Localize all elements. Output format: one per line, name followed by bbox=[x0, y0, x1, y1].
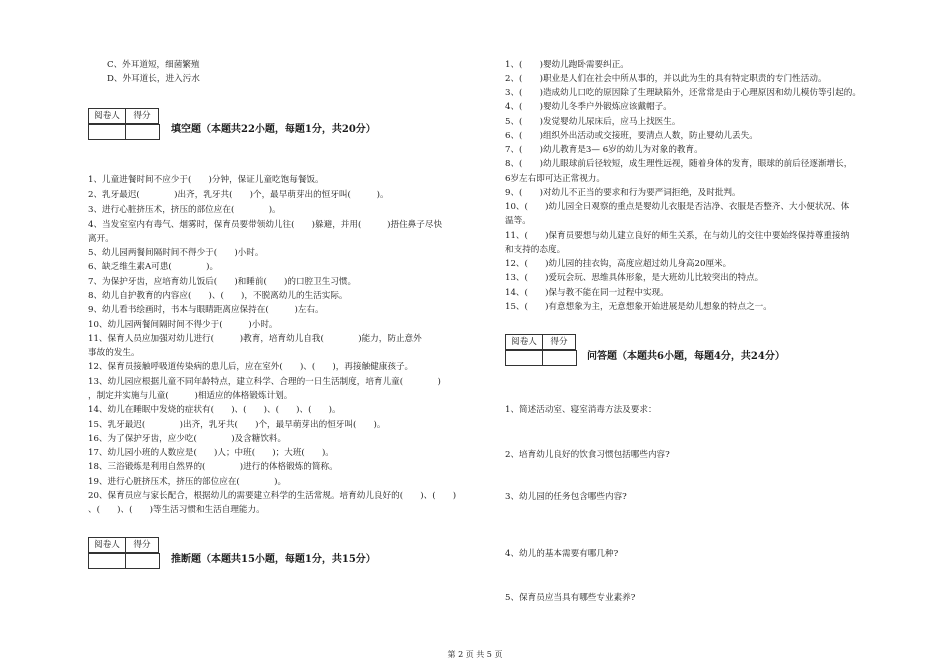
qa-item: 5、保育员应当具有哪些专业素养? bbox=[505, 593, 636, 603]
qa-section-title: 问答题（本题共6小题，每题4分，共24分） bbox=[587, 351, 785, 362]
fill-item: 15、乳牙最迟( )出齐，乳牙共( )个，最早萌芽出的恒牙叫( )。 bbox=[88, 420, 386, 430]
fill-item: 16、为了保护牙齿，应少吃( )及含糖饮料。 bbox=[88, 434, 287, 444]
fill-item: 9、幼儿看书绘画时，书本与眼睛距离应保持在( )左右。 bbox=[88, 305, 324, 315]
fill-item: 19、进行心脏挤压术，挤压的部位应在( )。 bbox=[88, 477, 287, 487]
judge-item: 1、( )婴幼儿跑卧需要纠正。 bbox=[505, 60, 629, 70]
reviewer-label: 阅卷人 bbox=[89, 109, 126, 123]
score-label: 得分 bbox=[133, 540, 151, 550]
fill-item: ，制定并实施与儿童( )相适应的体格锻炼计划。 bbox=[88, 391, 293, 401]
qa-item: 2、培育幼儿良好的饮食习惯包括哪些内容? bbox=[505, 450, 670, 460]
option-d: D、外耳道长，进入污水 bbox=[107, 74, 200, 84]
option-c: C、外耳道短，细菌繁殖 bbox=[107, 60, 200, 70]
reviewer-label: 阅卷人 bbox=[506, 335, 543, 349]
fill-item: 11、保育人员应加强对幼儿进行( )教育，培育幼儿自我( )能力，防止意外 bbox=[88, 334, 422, 344]
score-label: 得分 bbox=[550, 337, 568, 347]
judge-item: 5、( )发觉婴幼儿尿床后，应马上找医生。 bbox=[505, 117, 681, 127]
judge-item: 12、( )幼儿园的挂衣钩，高度应超过幼儿身高20厘米。 bbox=[505, 259, 732, 269]
fill-item: 17、幼儿园小班的人数应是( )人；中班( )；大班( )。 bbox=[88, 448, 334, 458]
judge-item: 4、( )婴幼儿冬季户外锻炼应该戴帽子。 bbox=[505, 102, 672, 112]
judge-item: 11、( )保育员要想与幼儿建立良好的师生关系，在与幼儿的交往中要始终保持尊重接纳 bbox=[505, 231, 850, 241]
score-box-judge bbox=[88, 537, 159, 553]
judge-item: 6岁左右即可达正常视力。 bbox=[505, 174, 605, 184]
judge-item: 6、( )组织外出活动或交接班，要清点人数，防止婴幼儿丢失。 bbox=[505, 131, 758, 141]
judge-item: 7、( )幼儿教育是3— 6岁的幼儿为对象的教育。 bbox=[505, 145, 703, 155]
judge-item: 温等。 bbox=[505, 216, 531, 226]
fill-item: 10、幼儿园两餐间隔时间不得少于( )小时。 bbox=[88, 320, 278, 330]
fill-item: 5、幼儿园两餐间隔时间不得少于( )小时。 bbox=[88, 248, 264, 258]
fill-item: 20、保育员应与家长配合，根据幼儿的需要建立科学的生活常规。培育幼儿良好的( )、( ) bbox=[88, 491, 457, 501]
qa-item: 1、简述活动室、寝室消毒方法及要求： bbox=[505, 405, 657, 415]
fill-item: 13、幼儿园应根据儿童不同年龄特点，建立科学、合理的一日生活制度，培育儿童( ) bbox=[88, 377, 441, 387]
fill-item: 1、儿童进餐时间不应少于( )分钟，保证儿童吃饱每餐饭。 bbox=[88, 175, 324, 185]
judge-item: 和支持的态度。 bbox=[505, 245, 566, 255]
fill-item: 2、乳牙最迟( )出齐，乳牙共( )个，最早萌芽出的恒牙叫( )。 bbox=[88, 190, 389, 200]
fill-item: 离开。 bbox=[88, 234, 114, 244]
judge-section-title: 推断题（本题共15小题，每题1分，共15分） bbox=[171, 554, 376, 565]
fill-item: 14、幼儿在睡眠中发烧的症状有( )、( )、( )、( )。 bbox=[88, 405, 341, 415]
judge-item: 15、( )有意想象为主，无意想象开始进展是幼儿想象的特点之一。 bbox=[505, 302, 772, 312]
page-footer: 第 2 页 共 5 页 bbox=[447, 650, 503, 659]
fill-item: 事故的发生。 bbox=[88, 348, 140, 358]
fill-item: 8、幼儿自护教育的内容应( )、( )，不脱离幼儿的生活实际。 bbox=[88, 291, 348, 301]
fill-item: 12、保育员接触呼吸道传染病的患儿后，应在室外( )、( )，再接触健康孩子。 bbox=[88, 362, 414, 372]
judge-item: 13、( )爱玩会玩、思维具体形象，是大班幼儿比较突出的特点。 bbox=[505, 273, 764, 283]
score-box-fill bbox=[88, 108, 159, 124]
reviewer-label: 阅卷人 bbox=[89, 538, 126, 552]
fill-item: 、( )、( )等生活习惯和生活自理能力。 bbox=[88, 505, 265, 515]
judge-item: 14、( )保与教不能在同一过程中实现。 bbox=[505, 288, 669, 298]
judge-item: 3、( )造成幼儿口吃的原因除了生理缺陷外，还常常是由于心理原因和幼儿模仿等引起的。 bbox=[505, 88, 861, 98]
fill-item: 18、三浴锻炼是利用自然界的( )进行的体格锻炼的简称。 bbox=[88, 462, 338, 472]
score-box-qa bbox=[505, 334, 576, 350]
judge-item: 9、( )对幼儿不正当的要求和行为要严词拒绝，及时批判。 bbox=[505, 188, 741, 198]
fill-item: 3、进行心脏挤压术，挤压的部位应在( )。 bbox=[88, 205, 281, 215]
qa-item: 3、幼儿园的任务包含哪些内容? bbox=[505, 492, 627, 502]
judge-item: 8、( )幼儿眼球前后径较短，成生理性远视，随着身体的发育，眼球的前后径逐渐增长， bbox=[505, 159, 853, 169]
score-label: 得分 bbox=[133, 111, 151, 121]
fill-item: 7、为保护牙齿，应培育幼儿饭后( )和睡前( )的口腔卫生习惯。 bbox=[88, 277, 357, 287]
fill-item: 6、缺乏维生素A可患( )。 bbox=[88, 262, 219, 272]
qa-item: 4、幼儿的基本需要有哪几种? bbox=[505, 549, 619, 559]
fill-section-title: 填空题（本题共22小题，每题1分，共20分） bbox=[171, 124, 376, 135]
fill-item: 4、当发室室内有毒气、烟雾时，保育员要带领幼儿往( )躲避，并用( )捂住鼻子尽快 bbox=[88, 220, 443, 230]
judge-item: 2、( )职业是人们在社会中所从事的，并以此为生的具有特定职责的专门性活动。 bbox=[505, 74, 827, 84]
judge-item: 10、( )幼儿园全日观察的重点是婴幼儿衣服是否洁净、衣服是否整齐、大小便状况、体 bbox=[505, 202, 850, 212]
